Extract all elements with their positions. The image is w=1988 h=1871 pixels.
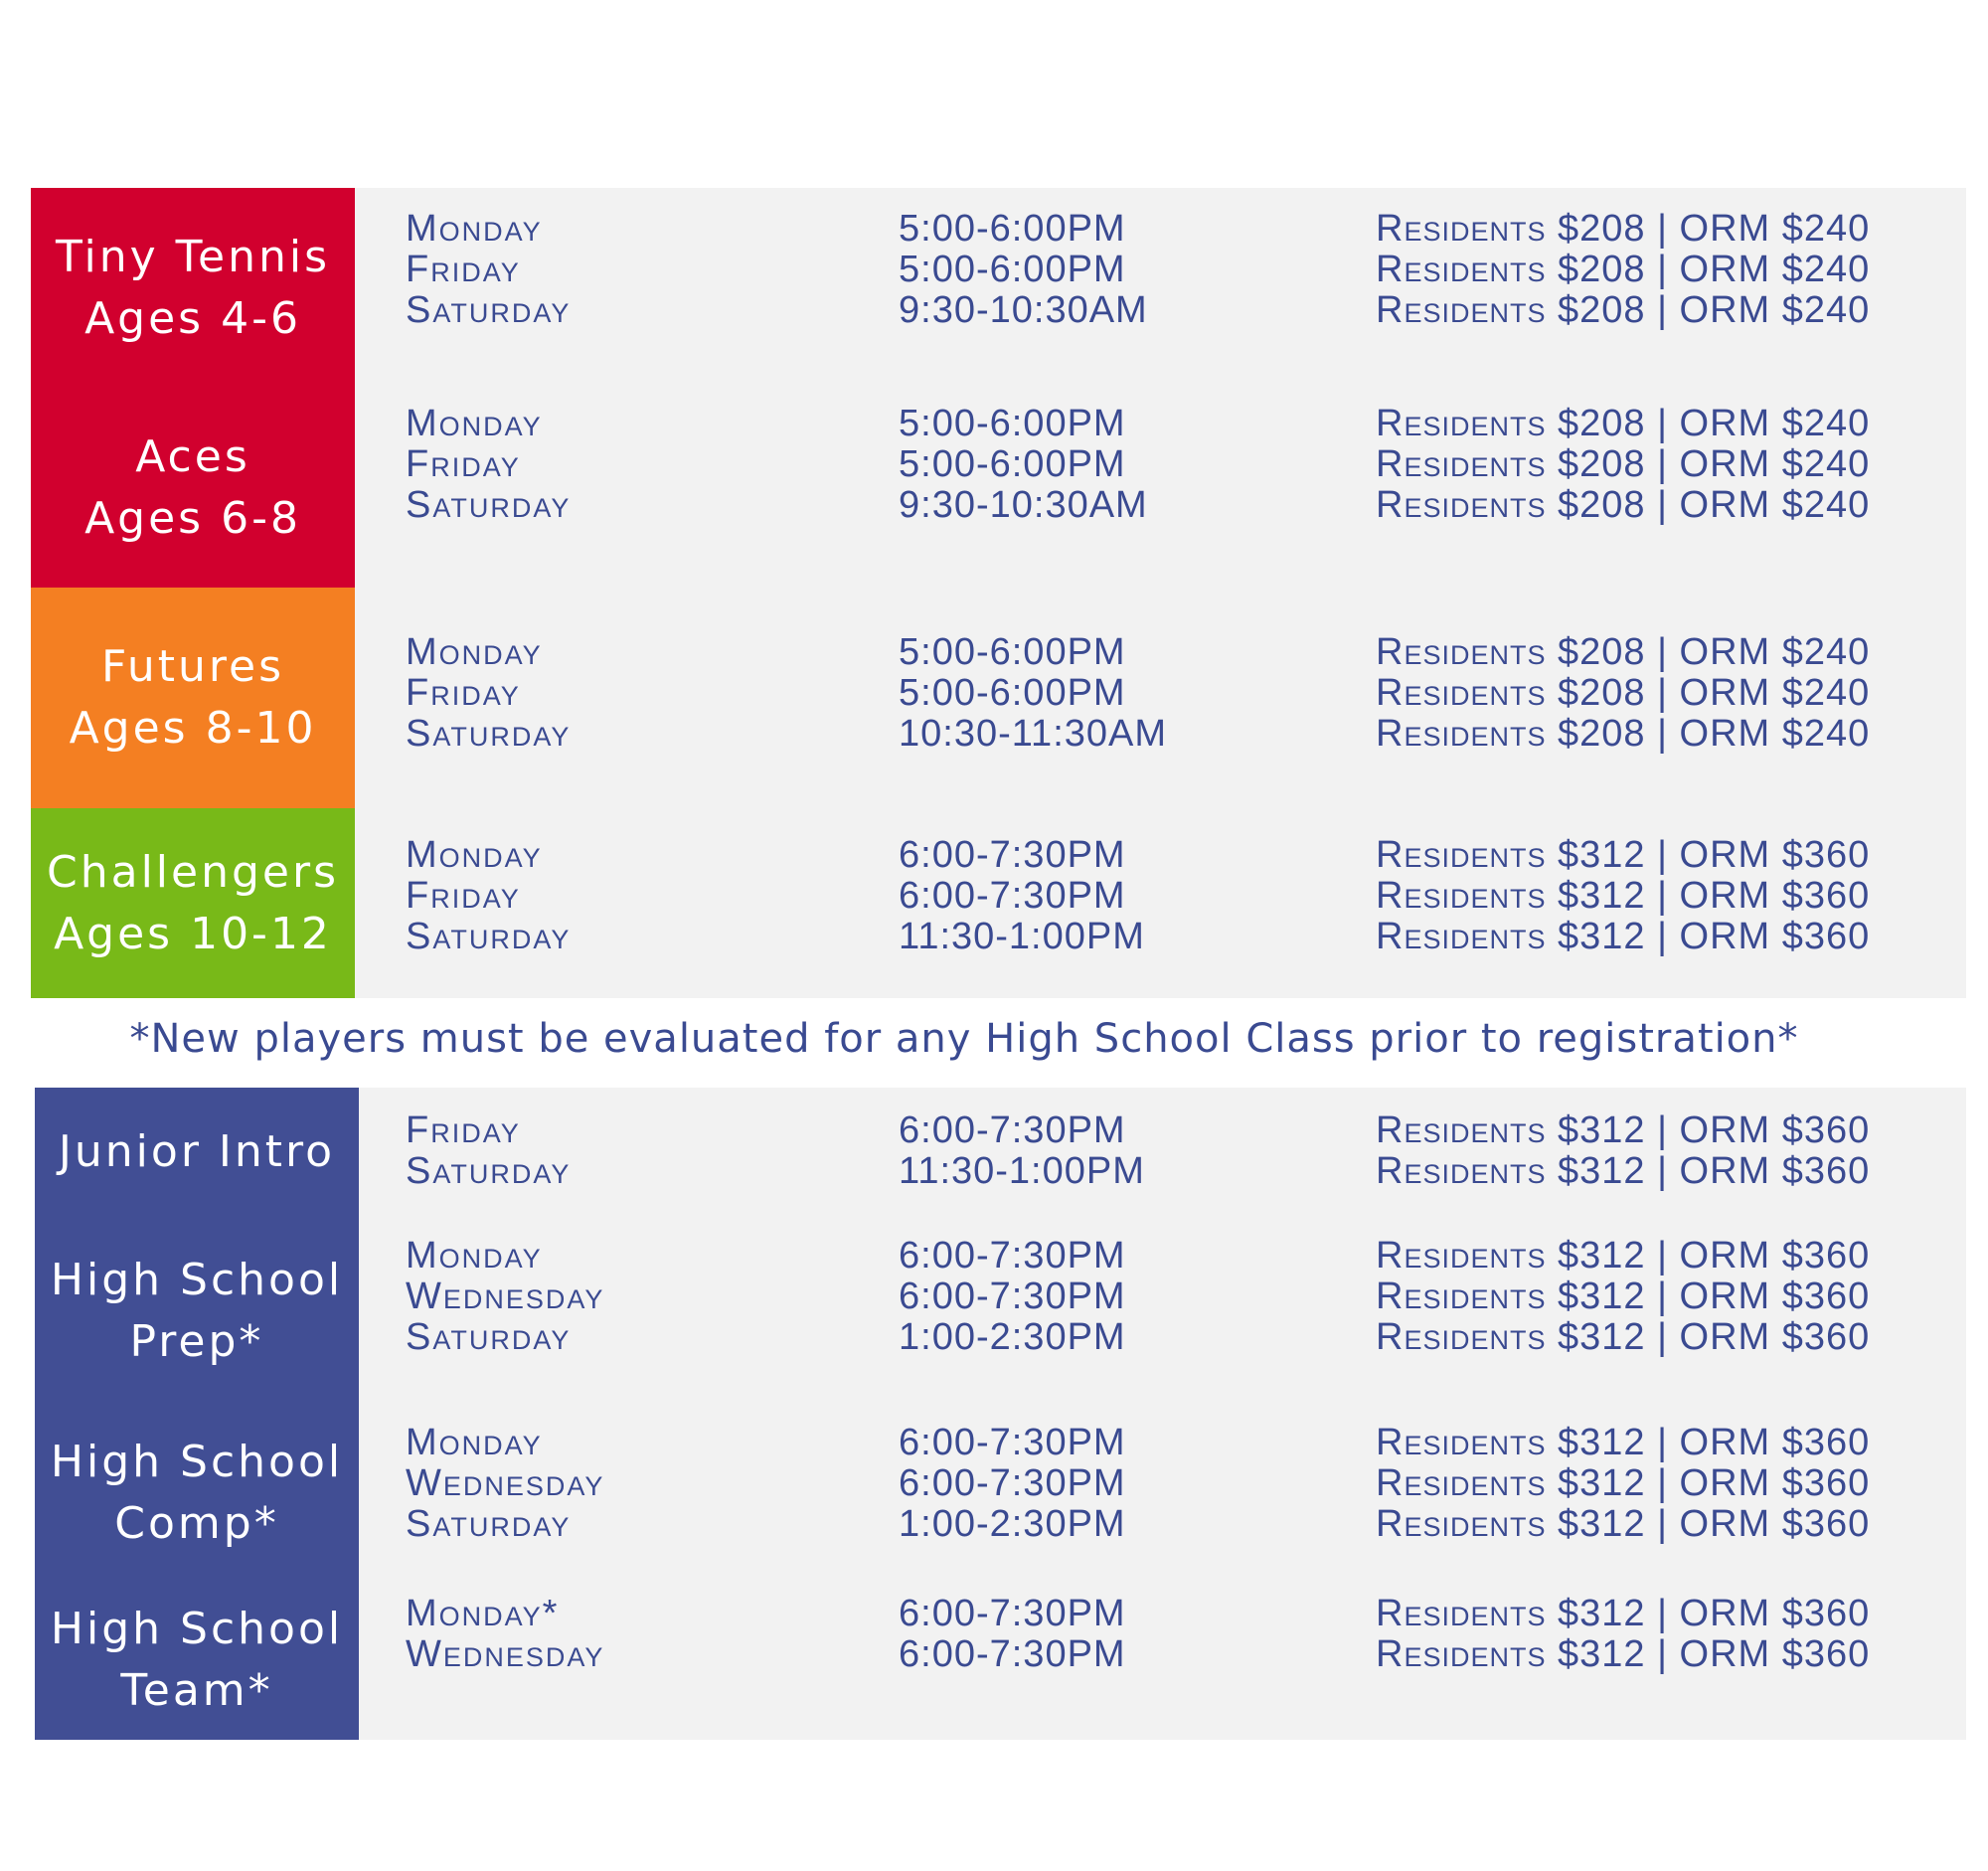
schedule-row xyxy=(406,1151,1936,1192)
class-label-challengers xyxy=(31,808,355,998)
time: 10:30-11:30AM xyxy=(899,713,1168,755)
class-name: Tiny Tennis xyxy=(55,231,331,282)
schedule-high-school-team xyxy=(406,1594,1936,1675)
time: 5:00-6:00PM xyxy=(899,208,1126,250)
price: Residents $208 | ORM $240 xyxy=(1376,672,1871,714)
price: Residents $312 | ORM $360 xyxy=(1376,1235,1871,1276)
day: Wednesday xyxy=(406,1633,605,1675)
day: Saturday xyxy=(406,484,572,526)
day: Saturday xyxy=(406,1503,572,1545)
day: Monday xyxy=(406,1422,543,1463)
schedule-row xyxy=(406,1276,1936,1317)
schedule-row xyxy=(406,876,1936,917)
class-name: High School xyxy=(50,1604,344,1654)
schedule-row xyxy=(406,444,1936,485)
price: Residents $312 | ORM $360 xyxy=(1376,1150,1871,1192)
day: Friday xyxy=(406,672,521,714)
price: Residents $208 | ORM $240 xyxy=(1376,443,1871,485)
class-label-high-school-team xyxy=(35,1581,359,1740)
schedule-high-school-prep xyxy=(406,1236,1936,1358)
day: Monday* xyxy=(406,1593,560,1634)
class-name-suffix: Comp* xyxy=(114,1498,279,1549)
schedule-high-school-comp xyxy=(406,1423,1936,1545)
class-name: Challengers xyxy=(47,846,339,898)
price: Residents $208 | ORM $240 xyxy=(1376,289,1871,331)
day: Wednesday xyxy=(406,1462,605,1504)
class-name: Junior Intro xyxy=(58,1126,336,1177)
schedule-row xyxy=(406,1594,1936,1634)
day: Monday xyxy=(406,834,543,876)
class-name: Aces xyxy=(135,430,250,482)
schedule-futures xyxy=(406,632,1936,755)
time: 6:00-7:30PM xyxy=(899,1633,1126,1675)
schedule-junior-intro xyxy=(406,1110,1936,1192)
schedule-row xyxy=(406,485,1936,526)
schedule-row xyxy=(406,290,1936,331)
price: Residents $312 | ORM $360 xyxy=(1376,1109,1871,1151)
schedule-row xyxy=(406,250,1936,290)
price: Residents $312 | ORM $360 xyxy=(1376,1316,1871,1358)
schedule-row xyxy=(406,714,1936,755)
time: 6:00-7:30PM xyxy=(899,1462,1126,1504)
time: 5:00-6:00PM xyxy=(899,403,1126,444)
day: Saturday xyxy=(406,916,572,957)
schedule-row xyxy=(406,1463,1936,1504)
day: Saturday xyxy=(406,1316,572,1358)
day: Friday xyxy=(406,443,521,485)
price: Residents $312 | ORM $360 xyxy=(1376,1462,1871,1504)
schedule-row xyxy=(406,1236,1936,1276)
time: 5:00-6:00PM xyxy=(899,249,1126,290)
class-label-futures xyxy=(31,588,355,808)
schedule-row xyxy=(406,404,1936,444)
schedule-row xyxy=(406,917,1936,957)
time: 1:00-2:30PM xyxy=(899,1316,1126,1358)
price: Residents $208 | ORM $240 xyxy=(1376,484,1871,526)
time: 6:00-7:30PM xyxy=(899,1235,1126,1276)
price: Residents $312 | ORM $360 xyxy=(1376,834,1871,876)
class-ages: Ages 10-12 xyxy=(54,908,332,959)
class-label-high-school-comp xyxy=(35,1406,359,1581)
price: Residents $312 | ORM $360 xyxy=(1376,1593,1871,1634)
schedule-row xyxy=(406,1423,1936,1463)
price: Residents $312 | ORM $360 xyxy=(1376,1276,1871,1317)
price: Residents $208 | ORM $240 xyxy=(1376,403,1871,444)
schedule-row xyxy=(406,673,1936,714)
schedule-row xyxy=(406,209,1936,250)
time: 6:00-7:30PM xyxy=(899,875,1126,917)
class-label-tiny-tennis xyxy=(31,188,355,388)
class-ages: Ages 4-6 xyxy=(84,292,301,344)
day: Saturday xyxy=(406,1150,572,1192)
price: Residents $312 | ORM $360 xyxy=(1376,1633,1871,1675)
schedule-row xyxy=(406,1634,1936,1675)
class-label-high-school-prep xyxy=(35,1217,359,1406)
class-name-suffix: Prep* xyxy=(129,1316,264,1367)
time: 1:00-2:30PM xyxy=(899,1503,1126,1545)
schedule-aces xyxy=(406,404,1936,526)
time: 5:00-6:00PM xyxy=(899,443,1126,485)
class-name: Futures xyxy=(100,641,285,692)
time: 11:30-1:00PM xyxy=(899,1150,1145,1192)
time: 11:30-1:00PM xyxy=(899,916,1145,957)
class-label-aces xyxy=(31,388,355,588)
time: 5:00-6:00PM xyxy=(899,631,1126,673)
day: Friday xyxy=(406,875,521,917)
day: Friday xyxy=(406,249,521,290)
class-label-junior-intro xyxy=(35,1088,359,1217)
price: Residents $312 | ORM $360 xyxy=(1376,916,1871,957)
class-name: High School xyxy=(50,1255,344,1305)
day: Wednesday xyxy=(406,1276,605,1317)
schedule-row xyxy=(406,1504,1936,1545)
schedule-row xyxy=(406,835,1936,876)
day: Saturday xyxy=(406,713,572,755)
day: Monday xyxy=(406,403,543,444)
price: Residents $208 | ORM $240 xyxy=(1376,249,1871,290)
time: 9:30-10:30AM xyxy=(899,289,1148,331)
time: 6:00-7:30PM xyxy=(899,1109,1126,1151)
time: 6:00-7:30PM xyxy=(899,1422,1126,1463)
time: 6:00-7:30PM xyxy=(899,1276,1126,1317)
class-ages: Ages 8-10 xyxy=(69,703,317,754)
schedule-tiny-tennis xyxy=(406,209,1936,331)
price: Residents $312 | ORM $360 xyxy=(1376,1422,1871,1463)
price: Residents $208 | ORM $240 xyxy=(1376,713,1871,755)
price: Residents $208 | ORM $240 xyxy=(1376,208,1871,250)
day: Friday xyxy=(406,1109,521,1151)
day: Monday xyxy=(406,1235,543,1276)
price: Residents $208 | ORM $240 xyxy=(1376,631,1871,673)
schedule-row xyxy=(406,1317,1936,1358)
class-name: High School xyxy=(50,1437,344,1487)
class-name-suffix: Team* xyxy=(120,1665,273,1716)
time: 9:30-10:30AM xyxy=(899,484,1148,526)
price: Residents $312 | ORM $360 xyxy=(1376,1503,1871,1545)
time: 6:00-7:30PM xyxy=(899,1593,1126,1634)
time: 5:00-6:00PM xyxy=(899,672,1126,714)
schedule-row xyxy=(406,632,1936,673)
class-ages: Ages 6-8 xyxy=(84,492,301,544)
day: Monday xyxy=(406,208,543,250)
day: Saturday xyxy=(406,289,572,331)
evaluation-note: *New players must be evaluated for any High School Class prior to registration* xyxy=(129,1016,1799,1062)
day: Monday xyxy=(406,631,543,673)
schedule-challengers xyxy=(406,835,1936,957)
schedule-row xyxy=(406,1110,1936,1151)
time: 6:00-7:30PM xyxy=(899,834,1126,876)
price: Residents $312 | ORM $360 xyxy=(1376,875,1871,917)
